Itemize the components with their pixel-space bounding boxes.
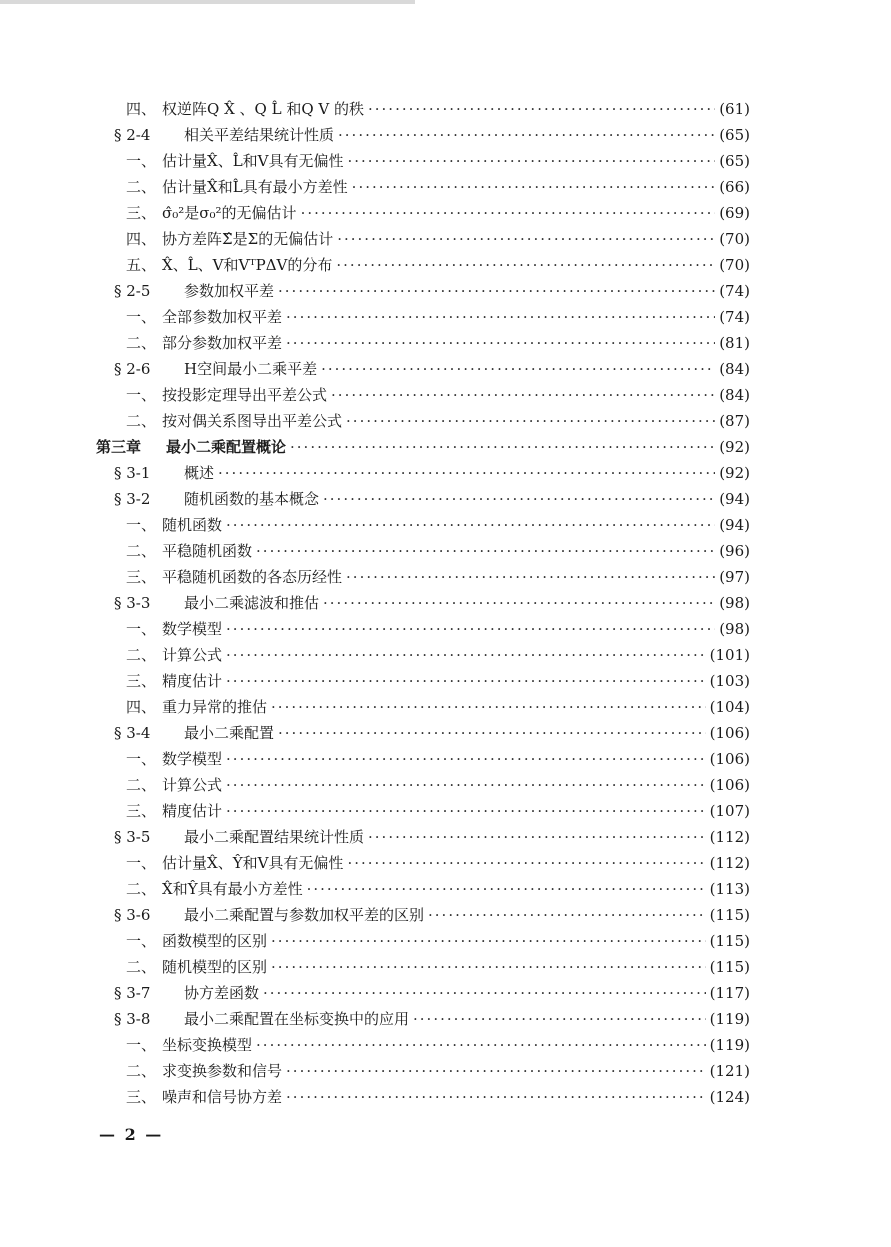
toc-entry [96,746,750,772]
dot-leader [271,954,706,980]
dot-leader [271,694,706,720]
dot-leader [226,668,706,694]
dot-leader [271,928,706,954]
toc-entry-title: 重力异常的推估 [162,698,268,716]
toc-entry-title: 平稳随机函数的各态历经性 [162,568,343,586]
toc-entry-page: (112) [709,828,750,846]
dot-leader [226,512,715,538]
toc-entry-page: (101) [709,646,750,664]
toc-entry-number: 第三章 [96,438,142,456]
toc-entry [96,850,750,876]
dot-leader [323,486,715,512]
toc-entry [96,434,750,460]
toc-entry-page: (115) [709,958,750,976]
dot-leader [301,200,716,226]
toc-entry-page: (106) [709,724,750,742]
toc-entry-page: (66) [719,178,750,196]
toc-entry-number: 二、 [126,334,157,352]
toc-entry [96,564,750,590]
toc-entry [96,642,750,668]
dot-leader [323,590,715,616]
toc-entry-number: § 3-2 [114,490,151,508]
toc-entry [96,1006,750,1032]
toc-entry-page: (115) [709,906,750,924]
toc-entry-page: (121) [709,1062,750,1080]
dot-leader [290,434,715,460]
toc-entry-number: 三、 [126,204,157,222]
toc-entry-title: 权逆阵Q X̂ 、Q L̂ 和Q V 的秩 [162,100,364,118]
toc-entry [96,720,750,746]
toc-entry-page: (117) [709,984,750,1002]
toc-entry-title: 计算公式 [162,646,223,664]
toc-entry-title: 估计量X̂和L̂具有最小方差性 [162,178,348,196]
toc-entry-title: 最小二乘配置概论 [166,438,287,456]
toc-entry-page: (70) [719,230,750,248]
toc-entry-title: 计算公式 [162,776,223,794]
toc-entry [96,408,750,434]
toc-entry-page: (94) [719,490,750,508]
toc-entry [96,200,750,226]
toc-entry-title: 噪声和信号协方差 [162,1088,283,1106]
dot-leader [368,96,715,122]
toc-entry-page: (92) [719,438,750,456]
toc-entry-number: 二、 [126,178,157,196]
toc-entry [96,1058,750,1084]
toc-entry-number: § 3-1 [114,464,151,482]
toc-entry-title: 按对偶关系图导出平差公式 [162,412,343,430]
toc-entry [96,668,750,694]
toc-entry-page: (107) [709,802,750,820]
toc-entry-title: 估计量X̂、Ŷ和V具有无偏性 [162,854,344,872]
toc-entry-title: 最小二乘配置 [184,724,275,742]
toc-entry-title: 精度估计 [162,802,223,820]
dot-leader [286,1058,706,1084]
toc-entry-page: (65) [719,126,750,144]
toc-entry-title: 最小二乘配置结果统计性质 [184,828,365,846]
toc-entry [96,538,750,564]
toc-entry-title: 部分参数加权平差 [162,334,283,352]
toc-entry-number: § 3-5 [114,828,151,846]
toc-entry-title: 函数模型的区别 [162,932,268,950]
toc-entry [96,876,750,902]
toc-entry-title: 求变换参数和信号 [162,1062,283,1080]
toc-entry-title: 全部参数加权平差 [162,308,283,326]
toc-entry-page: (69) [719,204,750,222]
toc-entry [96,122,750,148]
dot-leader [428,902,706,928]
toc-entry-page: (92) [719,464,750,482]
toc-entry-title: 随机函数的基本概念 [184,490,320,508]
toc-entry-number: § 2-4 [114,126,151,144]
toc-entry-page: (84) [719,386,750,404]
toc-entry-number: 一、 [126,1036,157,1054]
toc-entry-title: X̂、L̂、V和VᵀPΔV的分布 [162,256,333,274]
toc-entry-page: (104) [709,698,750,716]
toc-entry-number: 一、 [126,932,157,950]
toc-entry [96,252,750,278]
toc-entry [96,148,750,174]
dot-leader [256,538,715,564]
page-number: — 2 — [99,1125,164,1144]
toc-entry-page: (87) [719,412,750,430]
toc-entry-page: (119) [709,1010,750,1028]
toc-entry-page: (113) [709,880,750,898]
toc-entry-page: (96) [719,542,750,560]
toc-entry-title: 最小二乘滤波和推估 [184,594,320,612]
toc-entry-number: 二、 [126,958,157,976]
dot-leader [286,304,715,330]
dot-leader [286,330,715,356]
toc-entry [96,902,750,928]
toc-entry-number: 三、 [126,672,157,690]
toc-entry-number: 一、 [126,516,157,534]
toc-entry-number: § 2-5 [114,282,151,300]
toc-entry-number: § 3-8 [114,1010,151,1028]
toc-entry-page: (74) [719,308,750,326]
toc-entry-page: (103) [709,672,750,690]
toc-entry-page: (70) [719,256,750,274]
toc-entry [96,356,750,382]
dot-leader [368,824,706,850]
toc-entry-page: (97) [719,568,750,586]
toc-entry-number: 四、 [126,100,157,118]
toc-entry [96,928,750,954]
toc-entry-page: (115) [709,932,750,950]
toc-entry [96,226,750,252]
toc-entry-number: 五、 [126,256,157,274]
toc-entry-number: 二、 [126,412,157,430]
toc-entry-title: 概述 [184,464,215,482]
toc-entry-page: (124) [709,1088,750,1106]
toc-entry-number: 二、 [126,776,157,794]
toc-entry-number: 一、 [126,620,157,638]
toc-entry-number: 一、 [126,750,157,768]
toc-entry-title: 最小二乘配置与参数加权平差的区别 [184,906,425,924]
toc-entry-number: 二、 [126,1062,157,1080]
toc-entry-title: H空间最小二乘平差 [184,360,318,378]
toc-entry-title: 数学模型 [162,620,223,638]
toc-entry-number: 一、 [126,308,157,326]
dot-leader [226,616,715,642]
toc-entry [96,590,750,616]
toc-entry-page: (61) [719,100,750,118]
toc-entry-title: 估计量X̂、L̂和V具有无偏性 [162,152,344,170]
dot-leader [346,408,715,434]
dot-leader [218,460,715,486]
toc-entry-title: 按投影定理导出平差公式 [162,386,328,404]
toc-entry [96,772,750,798]
table-of-contents [96,96,750,1110]
dot-leader [278,720,706,746]
toc-entry-page: (65) [719,152,750,170]
toc-entry-page: (112) [709,854,750,872]
toc-entry [96,798,750,824]
toc-entry-number: 二、 [126,880,157,898]
toc-entry-page: (81) [719,334,750,352]
toc-entry-number: § 3-7 [114,984,151,1002]
toc-entry-number: 一、 [126,152,157,170]
dot-leader [338,122,715,148]
toc-entry [96,96,750,122]
toc-entry [96,304,750,330]
dot-leader [286,1084,706,1110]
dot-leader [348,148,716,174]
dot-leader [331,382,715,408]
toc-entry-number: 四、 [126,230,157,248]
dot-leader [226,772,706,798]
dot-leader [346,564,715,590]
toc-entry [96,616,750,642]
toc-entry [96,694,750,720]
dot-leader [256,1032,706,1058]
toc-entry-number: 三、 [126,568,157,586]
toc-entry-number: § 3-3 [114,594,151,612]
toc-entry-page: (119) [709,1036,750,1054]
toc-entry [96,486,750,512]
toc-entry-number: § 3-4 [114,724,151,742]
dot-leader [263,980,706,1006]
scan-edge-line [0,0,415,4]
toc-entry-title: X̂和Ŷ具有最小方差性 [162,880,303,898]
toc-entry-number: 三、 [126,1088,157,1106]
toc-entry-title: 坐标变换模型 [162,1036,253,1054]
toc-entry [96,512,750,538]
dot-leader [307,876,706,902]
dot-leader [226,642,706,668]
toc-entry-page: (74) [719,282,750,300]
toc-entry-page: (106) [709,776,750,794]
toc-entry-page: (84) [719,360,750,378]
toc-entry [96,460,750,486]
toc-entry-number: 一、 [126,854,157,872]
toc-entry [96,1032,750,1058]
toc-entry-title: 相关平差结果统计性质 [184,126,335,144]
toc-entry [96,980,750,1006]
toc-entry [96,174,750,200]
toc-entry-title: 协方差阵Σ̂是Σ的无偏估计 [162,230,334,248]
toc-entry [96,330,750,356]
toc-entry-number: 四、 [126,698,157,716]
toc-entry [96,824,750,850]
dot-leader [347,850,705,876]
toc-entry [96,382,750,408]
dot-leader [226,798,706,824]
toc-entry-title: 参数加权平差 [184,282,275,300]
toc-entry-page: (98) [719,620,750,638]
toc-entry-title: 精度估计 [162,672,223,690]
toc-entry-number: 一、 [126,386,157,404]
toc-entry [96,1084,750,1110]
toc-entry-number: § 3-6 [114,906,151,924]
toc-entry-title: 随机模型的区别 [162,958,268,976]
dot-leader [337,226,715,252]
toc-entry [96,954,750,980]
toc-entry [96,278,750,304]
toc-entry-page: (94) [719,516,750,534]
dot-leader [278,278,715,304]
toc-entry-title: 平稳随机函数 [162,542,253,560]
toc-entry-title: 最小二乘配置在坐标变换中的应用 [184,1010,410,1028]
dot-leader [352,174,716,200]
toc-entry-number: § 2-6 [114,360,151,378]
dot-leader [413,1006,706,1032]
toc-entry-title: 协方差函数 [184,984,260,1002]
dot-leader [336,252,715,278]
dot-leader [321,356,715,382]
toc-entry-title: 随机函数 [162,516,223,534]
toc-entry-title: σ̂₀²是σ₀²的无偏估计 [162,204,297,222]
toc-entry-page: (98) [719,594,750,612]
toc-entry-number: 二、 [126,646,157,664]
toc-entry-page: (106) [709,750,750,768]
toc-entry-title: 数学模型 [162,750,223,768]
toc-entry-number: 三、 [126,802,157,820]
toc-entry-number: 二、 [126,542,157,560]
dot-leader [226,746,706,772]
